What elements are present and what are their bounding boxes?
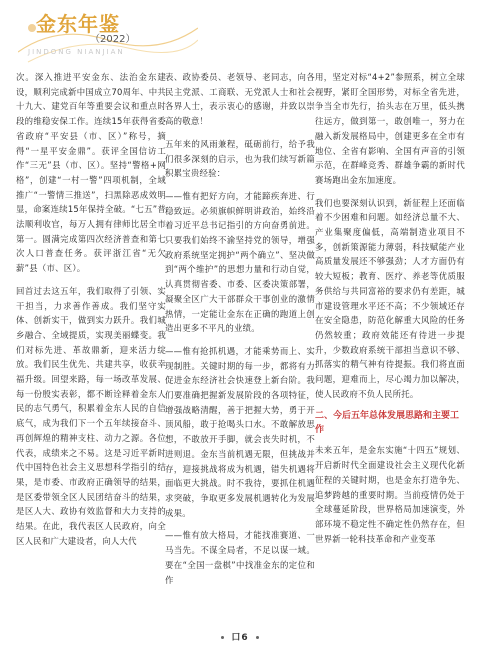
yearbook-title: 金东年鉴 [36,12,120,36]
paragraph: ——惟有放大格局，才能找准赛道、一马当先。不谋全局者，不足以谋一域。要在“全国一盘棋”中找准金东的定位和作 [165,530,315,585]
paragraph: 未来五年，是金东实施“十四五”规划、开启新时代全面建设社会主义现代化新征程的关键时期，也是金东打造争先、追梦跨越的重要时期。当前疫情仍处于全球蔓延阶段，世界格局加速演变，外部环境不稳定性不确定性仍然存在，但世界新一轮科技革命和产业变革 [315,445,465,544]
paragraph: 五年来的风雨兼程，砥砺前行，给予我们很多深刻的启示，也为我们续写新篇积累宝贵经验： [165,138,315,179]
paragraph: 表、政协委员、老领导、老同志，向各民主党派、工商联、无党派人士和社会各界人士，表示衷心的感谢，并致以崇高的敬意！ [165,72,315,127]
page-footer [0,630,480,643]
footer-dot-icon [221,636,224,639]
paragraph: 用，坚定对标“4+2”参照系，树立全球视野，紧盯全国形势，对标全省先进，争当全市先行，抬头志在万里，低头携往远方，做到第一，敢创唯一，努力在融入新发展格局中，创建更多在全市有地位、全省有影响、全国有声音的引领示范，在群峰竞秀、群雄争霸的新时代赛场跑出金东加速度。 [315,72,465,185]
yearbook-year: （2022） [90,34,136,45]
text-column-left [16,70,166,618]
section-heading: 二、今后五年总体发展思路和主要工作 [315,411,460,436]
paragraph: 次。深入推进平安金东、法治金东建设，顺利完成新中国成立70周年、中共十九大、建党百年等重要会议和重点时段的维稳安保工作。连续15年获得省委省政府“平安县（市、区）”称号，摘得“一星平安金鼎”。获评全国信访工作“三无”县（市、区）。坚持“警格+网格”，创建“一村一警”四项机制，全域推广“一警情三推送”，扫黑除恶成效明显，命案连续15年保持全破。“七五”普法顺利收官，每万人拥有律师比居全市第一。圆满完成第四次经济普查和第七次人口普查任务。获评浙江省“无欠薪”县（市、区）。 [16,72,166,274]
header [18,8,268,70]
paragraph: 回首过去这五年，我们取得了引领、实干担当，力求善作善成。我们坚守实体、创新实干，做到实力跃升。我们城乡融合、全域提质，实现美丽蝶变。我们对标先进、革故鼎新，迎来活力绽放。我们民生优先、共建共享，收获幸福升级。回望来路，每一场改革发展、每一份殷实表彰，都不断诠释着金东人民的志气勇气，积累着金东人民的自信底气，成为我们下一个五年续接奋斗、再创辉煌的精神支柱、动力之源。各位代表，成绩来之不易。这是习近平新时代中国特色社会主义思想科学指引的结果，是市委、市政府正确领导的结果，是区委带领全区人民团结奋斗的结果，是区人大、政协有效监督和大力支持的结果。在此，我代表区人民政府，向全区人民和广大建设者，向人大代 [16,285,166,546]
paragraph: 我们也要深刻认识到，新征程上还面临着不少困难和问题。如经济总量不大、产业集聚度偏低，高端制造业项目不多，创新策源能力薄弱，科技赋能产业高质量发展还不够强劲；人才方面仍有较大短板；教育、医疗、养老等优质服务供给与共同富裕的要求仍有差距，城市建设管理水平还不高；不少领域还存在安全隐患，防范化解重大风险的任务仍然较重；政府效能还有待进一步提升，少数政府系统干部担当意识不够、抓落实的精气神有待提振。我们将直面问题，迎难而上，尽心竭力加以解决，使人民政府不负人民所托。 [315,197,465,399]
footer-dot-icon [256,636,259,639]
text-column-right [315,70,465,618]
yearbook-subtitle: JINDONG NIANJIAN [28,48,125,56]
paragraph: ——惟有把好方向，才能蹄疾奔进、行稳致远。必须旗帜鲜明讲政治，始终沿着习近平总书记指引的方向奋勇前进。只要我们始终不渝坚持党的领导，增强政府系统坚定拥护“两个确立”、坚决做到“两个维护”的思想力量和行动自觉，认真贯彻省委、市委、区委决策部署，凝聚全区广大干部群众干事创业的激情热情，一定能让金东在正确的跑道上创造出更多不平凡的业绩。 [165,190,315,334]
text-column-middle [165,70,315,618]
paragraph: ——惟有抢抓机遇，才能乘势而上、实现制胜。关键时期的每一步，都将有力促进金东经济社会快速登上新台阶。我们要准确把握新发展阶段的各项特征，增强战略清醒，善于把握大势，勇于开顶风船，敢于抢喝头口水。不敢解放思想，不敢放开手脚，就会丧失时机，不进则退。金东当前机遇无限，但挑战并存，迎接挑战将成为机遇，错失机遇将面临更大挑战。时不我待，要抓住机遇求突破，争取更多发展机遇转化为发展成果。 [165,345,315,518]
page-number: 口6 [231,633,249,643]
